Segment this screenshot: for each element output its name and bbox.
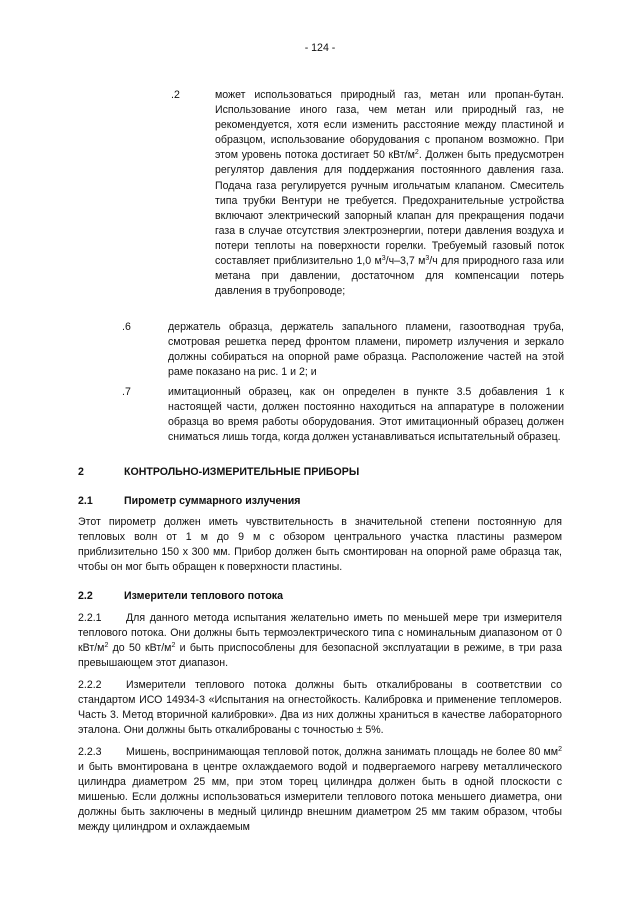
- item-number: .2: [171, 89, 180, 101]
- paragraph-number: 2.2.2: [78, 679, 102, 691]
- item-text: может использоваться природный газ, метан или пропан-бутан. Использование иного газа, чем метан или природный газ, не рекомендуется, хотя если изменить расстояние между пластиной и образцом, использование оборудования с пропаном возможно. При этом уровень потока достигает 50 кВт/$м^2$. Должен быть предусмотрен регулятор давления для поддержания постоянного давления газа. Подача газа регулируется ручным игольчатым клапаном. Смеситель типа трубки Вентури не требуется. Предохранительные устройства включают электрический запорный клапан для прекращения подачи газа в случае отсутствия электроэнергии, потери давления воздуха и потери теплоты на поверхности горелки. Требуемый газовый поток составляет приблизительно 1,0 $м^3/ч-3,7$ $м^3/ч$ для природного газа или метана при давлении, достаточном для компенсации потерь давления в трубопроводе;: [215, 89, 564, 298]
- page-number: - 124 -: [304, 42, 336, 54]
- document-page: - 124 - .2 может использоваться природный газ, метан или пропан-бутан. Использование иного газа, чем метан или природный газ, не рекомендуется, хотя если изменить расстояние между пластиной и образцом, использование оборудования с пропаном возможно. При этом уровень потока достигает 50 кВт/$м^2$. Должен быть предусмотрен регулятор давления для поддержания постоянного давления газа. Подача газа регулируется ручным игольчатым клапаном. Смеситель типа трубки Вентури не требуется. Предохранительные устройства включают электрический запорный клапан для прекращения подачи газа в случае отсутствия электроэнергии, потери давления воздуха и потери теплоты на поверхности горелки. Требуемый газовый поток составляет приблизительно 1,0 $м^3/ч-3,7$ $м^3/ч$ для природного газа или метана при давлении, достаточном для компенсации потерь давления в трубопроводе; .6 держатель образца, держатель запального пламени, газоотводная труба, смотровая решетка перед фронтом пламени, пирометр излучения и зеркало должны собираться на опорной раме образца. Расположение частей на этой раме показано на рис. 1 и 2; и .7 имитационный образец, как он определен в пункте 3.5 добавления 1 к настоящей части, должен постоянно находиться на аппаратуре в положении образца во время работы оборудования. Этот имитационный образец должен сниматься лишь тогда, когда должен устанавливаться испытательный образец. 2 КОНТРОЛЬНО-ИЗМЕРИТЕЛЬНЫЕ ПРИБОРЫ 2.1 Пирометр суммарного излучения Этот пирометр должен иметь чувствительность в значительной степени постоянную для тепловых волн от 1 м до 9 м с обзором центрального участка пластины размером приблизительно 150 x 300 мм. Прибор должен быть смонтирован на опорной раме образца так, чтобы он мог быть обращен к поверхности пластины. 2.2 Измерители теплового потока 2.2.1 Для данного метода испытания желательно иметь по меньшей мере три измерителя теплового потока. Они должны быть термоэлектрического типа с номинальным диапазоном от 0 кВт/$м^2$ до 50 кВт/$м^2$ и быть приспособлены для безопасной эксплуатации в режиме, в три раза превышающем этот диапазон. 2.2.2 Измерители теплового потока должны быть откалиброваны в соответствии со стандартом ИСО 14934-3 «Испытания на огнестойкость. Калибровка и применение тепломеров. Часть 3. Метод вторичной калибровки». Два из них должны храниться в качестве лабораторного эталона. Они должны быть откалиброваны с точностью ± 5%. 2.2.3 Мишень, воспринимающая тепловой поток, должна занимать площадь не более 80 $мм^2$ и быть вмонтирована в центре охлаждаемого водой и подвергаемого нагреву металлического цилиндра диаметром 25 мм, при этом торец цилиндра должен быть в одной плоскости с мишенью. Если должны использоваться измерители теплового потока меньшего диаметра, они должны быть заключены в медный цилиндр внешним диаметром 25 мм таким образом, чтобы между цилиндром и охлаждаемым: [0, 0, 640, 905]
- paragraph: 2.2.1 Для данного метода испытания желательно иметь по меньшей мере три измерителя теплового потока. Они должны быть термоэлектрического типа с номинальным диапазоном от 0 кВт/$м^2$ до 50 кВт/$м^2$ и быть приспособлены для безопасной эксплуатации в режиме, в три раза превышающем этот диапазон.: [78, 612, 562, 670]
- paragraph-number: 2.2.1: [78, 612, 102, 624]
- paragraph: Этот пирометр должен иметь чувствительность в значительной степени постоянную для тепловых волн от 1 м до 9 м с обзором центрального участка пластины размером приблизительно 150 x 300 мм. Прибор должен быть смонтирован на опорной раме образца так, чтобы он мог быть обращен к поверхности пластины.: [78, 516, 562, 574]
- item-number: .7: [122, 386, 131, 398]
- paragraph-number: 2.2.3: [78, 746, 102, 758]
- item-text: имитационный образец, как он определен в пункте 3.5 добавления 1 к настоящей части, должен постоянно находиться на аппаратуре в положении образца во время работы оборудования. Этот имитационный образец должен сниматься лишь тогда, когда должен устанавливаться испытательный образец.: [168, 386, 564, 444]
- item-text: держатель образца, держатель запального пламени, газоотводная труба, смотровая решетка перед фронтом пламени, пирометр излучения и зеркало должны собираться на опорной раме образца. Расположение частей на этой раме показано на рис. 1 и 2; и: [168, 321, 564, 379]
- item-number: .6: [122, 321, 131, 333]
- paragraph: 2.2.3 Мишень, воспринимающая тепловой поток, должна занимать площадь не более 80 $мм^2$ и быть вмонтирована в центре охлаждаемого водой и подвергаемого нагреву металлического цилиндра диаметром 25 мм, при этом торец цилиндра должен быть в одной плоскости с мишенью. Если должны использоваться измерители теплового потока меньшего диаметра, они должны быть заключены в медный цилиндр внешним диаметром 25 мм таким образом, чтобы между цилиндром и охлаждаемым: [78, 746, 562, 834]
- paragraph: 2.2.2 Измерители теплового потока должны быть откалиброваны в соответствии со стандартом ИСО 14934-3 «Испытания на огнестойкость. Калибровка и применение тепломеров. Часть 3. Метод вторичной калибровки». Два из них должны храниться в качестве лабораторного эталона. Они должны быть откалиброваны с точностью ± 5%.: [78, 679, 562, 737]
